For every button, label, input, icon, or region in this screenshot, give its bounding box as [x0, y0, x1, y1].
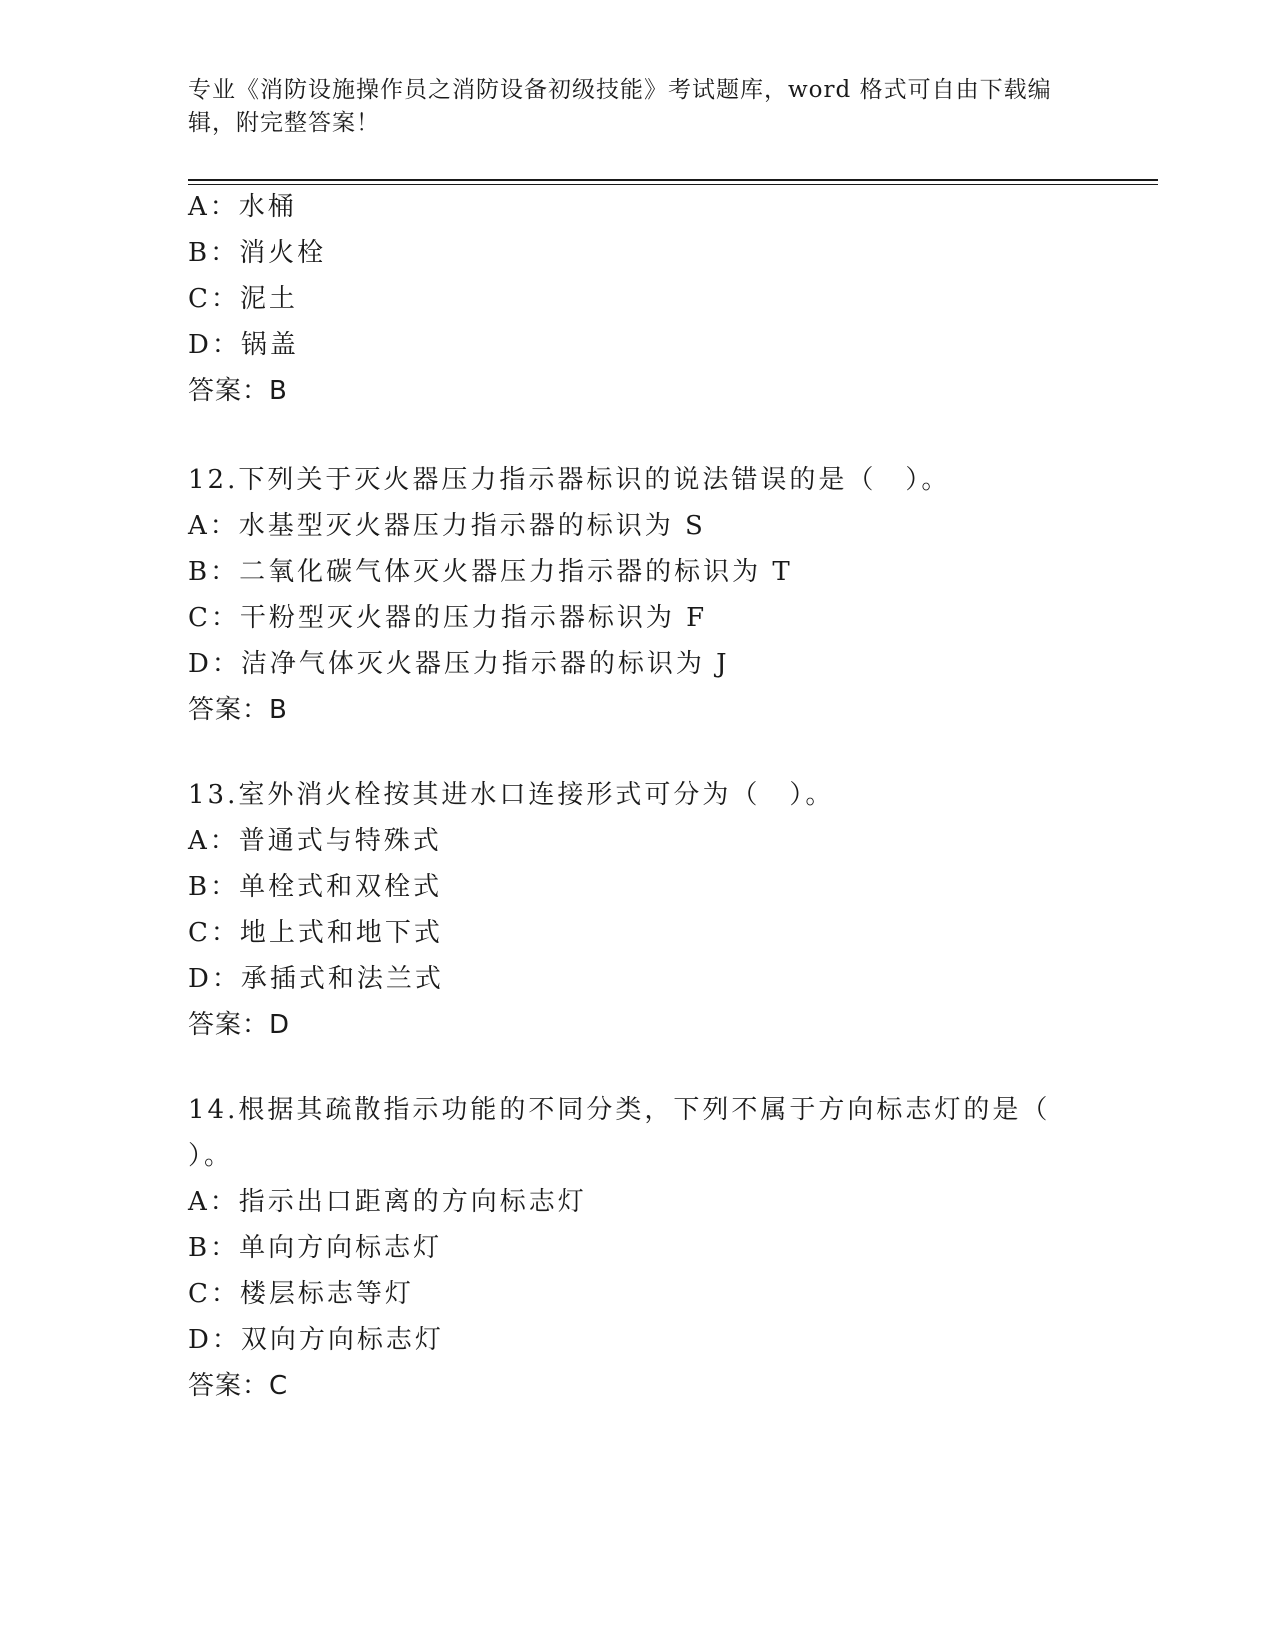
option-c: C：泥土: [188, 284, 298, 314]
question-12: [188, 457, 1088, 733]
question-11: [188, 184, 1088, 414]
question-13: [188, 772, 1088, 1048]
question-text: 12.下列关于灭火器压力指示器标识的说法错误的是（ ）。: [188, 465, 951, 495]
option-b: B：单栓式和双栓式: [188, 872, 443, 902]
question-text-line-1: 14.根据其疏散指示功能的不同分类，下列不属于方向标志灯的是（: [188, 1095, 1051, 1125]
option-a: A：水基型灭火器压力指示器的标识为 S: [188, 511, 706, 541]
option-c: C：干粉型灭火器的压力指示器标识为 F: [188, 603, 708, 633]
option-d: D：洁净气体灭火器压力指示器的标识为 J: [188, 649, 730, 679]
option-a: A：普通式与特殊式: [188, 826, 442, 856]
answer-line: 答案：D: [188, 1010, 291, 1040]
option-c: C：楼层标志等灯: [188, 1279, 414, 1309]
option-d: D：承插式和法兰式: [188, 964, 444, 994]
option-d: D：双向方向标志灯: [188, 1325, 444, 1355]
answer-line: 答案：C: [188, 1371, 289, 1401]
option-a: A：水桶: [188, 192, 297, 222]
option-b: B：单向方向标志灯: [188, 1233, 443, 1263]
option-b: B：二氧化碳气体灭火器压力指示器的标识为 T: [188, 557, 793, 587]
answer-line: 答案：B: [188, 695, 288, 725]
answer-line: 答案：B: [188, 376, 288, 406]
option-a: A：指示出口距离的方向标志灯: [188, 1187, 587, 1217]
option-c: C：地上式和地下式: [188, 918, 443, 948]
option-b: B：消火栓: [188, 238, 327, 268]
question-text-line-2: ）。: [188, 1141, 234, 1171]
document-header: 专业《消防设施操作员之消防设备初级技能》考试题库，word 格式可自由下载编辑，附完整答案！: [188, 77, 1052, 136]
header-divider-thick: [188, 179, 1158, 181]
option-d: D：锅盖: [188, 330, 299, 360]
question-14: [188, 1087, 1088, 1409]
question-text: 13.室外消火栓按其进水口连接形式可分为（ ）。: [188, 780, 835, 810]
